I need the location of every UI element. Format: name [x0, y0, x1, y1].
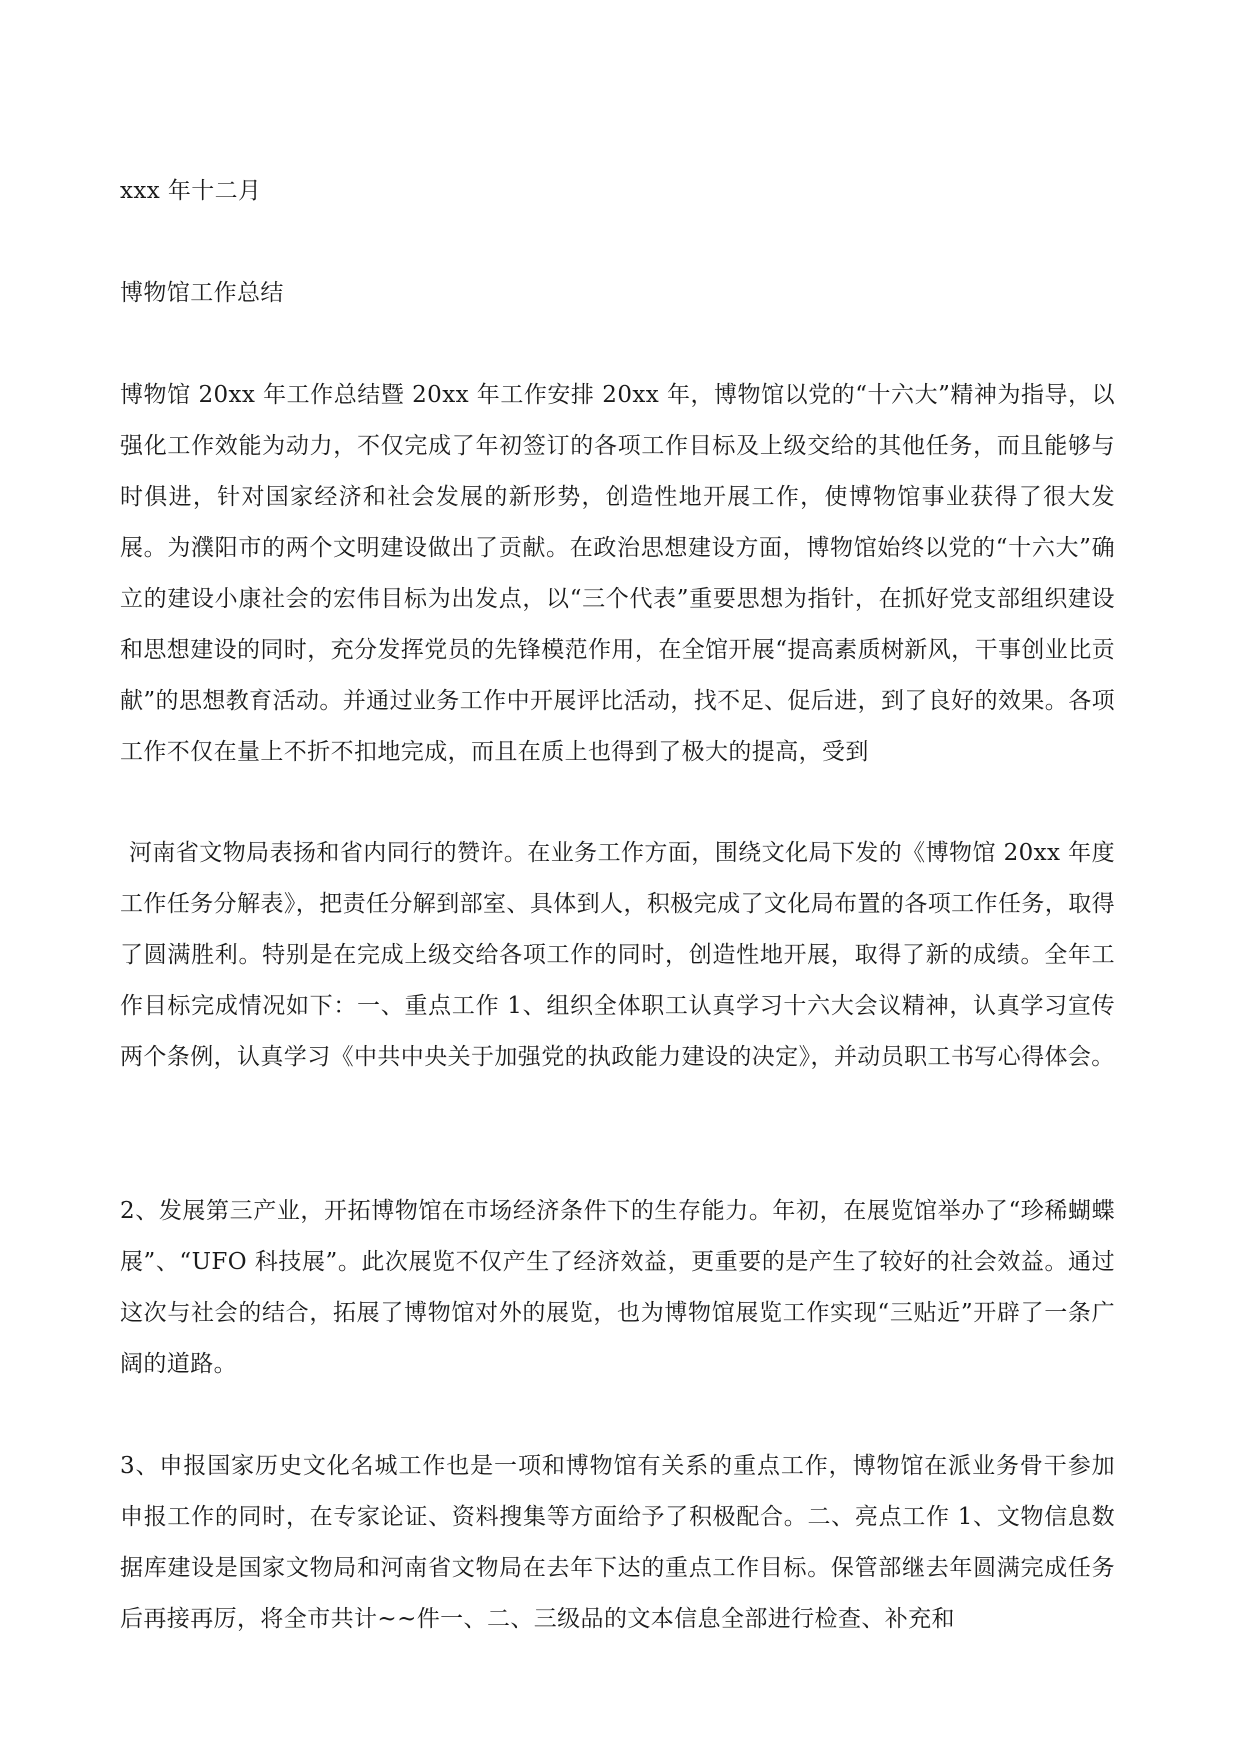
body-paragraph-1: 博物馆 20xx 年工作总结暨 20xx 年工作安排 20xx 年，博物馆以党的“十六大”精神为指导，以强化工作效能为动力，不仅完成了年初签订的各项工作目标及上级交给的其他任务，而且能够与时俱进，针对国家经济和社会发展的新形势，创造性地开展工作，使博物馆事业获得了很大发展。为濮阳市的两个文明建设做出了贡献。在政治思想建设方面，博物馆始终以党的“十六大”确立的建设小康社会的宏伟目标为出发点，以“三个代表”重要思想为指针，在抓好党支部组织建设和思想建设的同时，充分发挥党员的先锋模范作用，在全馆开展“提高素质树新风，干事创业比贡献”的思想教育活动。并通过业务工作中开展评比活动，找不足、促后进，到了良好的效果。各项工作不仅在量上不折不扣地完成，而且在质上也得到了极大的提高，受到	[120, 382, 1115, 765]
body-paragraph-2: 河南省文物局表扬和省内同行的赞许。在业务工作方面，围绕文化局下发的《博物馆 20xx 年度工作任务分解表》，把责任分解到部室、具体到人，积极完成了文化局布置的各项工作任务，取得了圆满胜利。特别是在完成上级交给各项工作的同时，创造性地开展，取得了新的成绩。全年工作目标完成情况如下：一、重点工作 1、组织全体职工认真学习十六大会议精神，认真学习宣传两个条例，认真学习《中共中央关于加强党的执政能力建设的决定》，并动员职工书写心得体会。	[120, 840, 1115, 1070]
body-paragraph-3: 2、发展第三产业，开拓博物馆在市场经济条件下的生存能力。年初，在展览馆举办了“珍稀蝴蝶展”、“UFO 科技展”。此次展览不仅产生了经济效益，更重要的是产生了较好的社会效益。通过这次与社会的结合，拓展了博物馆对外的展览，也为博物馆展览工作实现“三贴近”开辟了一条广阔的道路。	[120, 1198, 1115, 1377]
date-line: xxx 年十二月	[120, 178, 262, 204]
body-paragraph-4: 3、申报国家历史文化名城工作也是一项和博物馆有关系的重点工作，博物馆在派业务骨干参加申报工作的同时，在专家论证、资料搜集等方面给予了积极配合。二、亮点工作 1、文物信息数据库建设是国家文物局和河南省文物局在去年下达的重点工作目标。保管部继去年圆满完成任务后再接再厉，将全市共计~~件一、二、三级品的文本信息全部进行检查、补充和	[120, 1453, 1115, 1632]
document-title: 博物馆工作总结	[120, 280, 284, 306]
